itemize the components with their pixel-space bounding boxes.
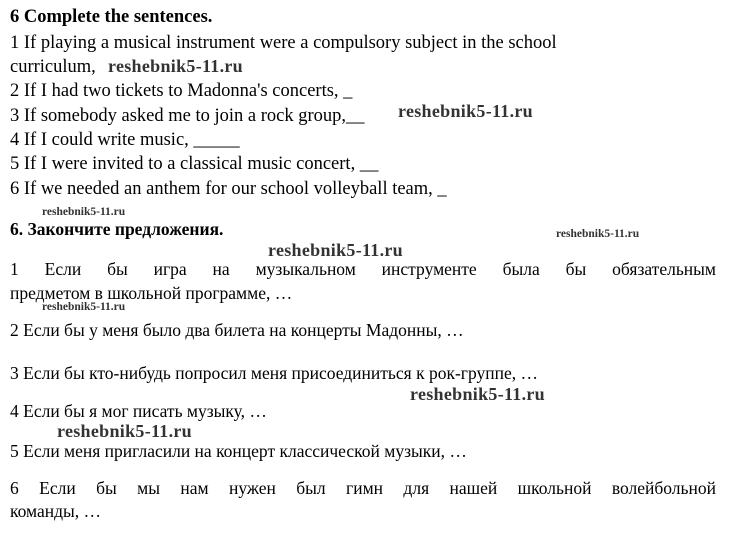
english-item-3: 3 If somebody asked me to join a rock group,__ [10, 106, 365, 126]
english-item-5: 5 If I were invited to a classical music concert, __ [10, 154, 379, 174]
watermark: reshebnik5-11.ru [410, 384, 545, 404]
english-item-2: 2 If I had two tickets to Madonna's concerts, _ [10, 81, 353, 101]
english-item-6: 6 If we needed an anthem for our school volleyball team, _ [10, 179, 447, 199]
russian-item-6-line-1: 6 Если бы мы нам нужен был гимн для нашей школьной волейбольной [10, 478, 716, 498]
russian-item-6-line-2: команды, … [10, 501, 102, 521]
english-item-1-line-2: curriculum, [10, 57, 96, 77]
watermark: reshebnik5-11.ru [42, 301, 126, 313]
russian-item-4: 4 Если бы я мог писать музыку, … [10, 401, 267, 421]
watermark: reshebnik5-11.ru [398, 101, 533, 121]
russian-item-5: 5 Если меня пригласили на концерт классической музыки, … [10, 441, 467, 461]
watermark: reshebnik5-11.ru [42, 206, 126, 218]
russian-item-1-line-2: предметом в школьной программе, … [10, 283, 293, 303]
english-heading: 6 Complete the sentences. [10, 7, 213, 27]
watermark: reshebnik5-11.ru [268, 240, 403, 260]
watermark: reshebnik5-11.ru [108, 56, 243, 76]
russian-item-1-line-1: 1 Если бы игра на музыкальном инструменте была бы обязательным [10, 259, 716, 279]
watermark: reshebnik5-11.ru [556, 228, 640, 240]
watermark: reshebnik5-11.ru [57, 421, 192, 441]
english-item-1-line-1: 1 If playing a musical instrument were a compulsory subject in the school [10, 33, 557, 53]
russian-item-2: 2 Если бы у меня было два билета на концерты Мадонны, … [10, 320, 464, 340]
russian-item-3: 3 Если бы кто-нибудь попросил меня присоединиться к рок-группе, … [10, 363, 538, 383]
english-item-4: 4 If I could write music, _____ [10, 130, 240, 150]
russian-heading: 6. Закончите предложения. [10, 219, 224, 239]
